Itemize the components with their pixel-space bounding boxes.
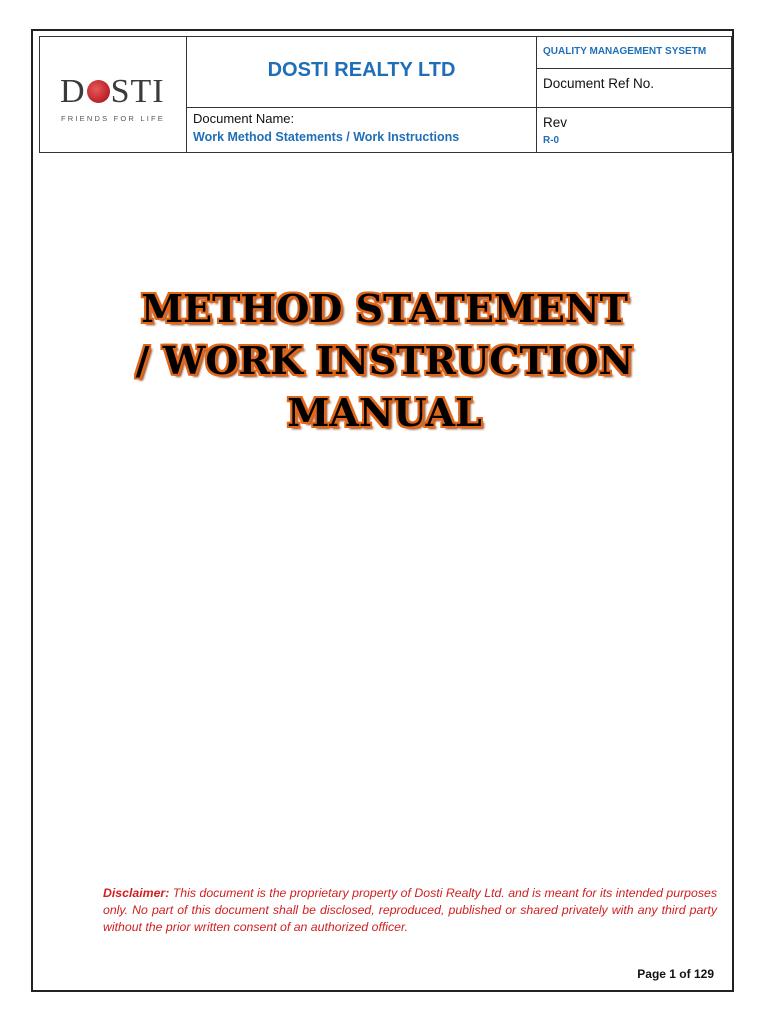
document-name-label: Document Name: <box>193 111 295 126</box>
disclaimer-label: Disclaimer: <box>103 886 170 900</box>
logo-o-mark-icon <box>87 80 110 103</box>
document-name-cell <box>187 108 537 152</box>
logo-letters-sti: STI <box>110 73 165 110</box>
page-number: Page 1 of 129 <box>637 967 714 981</box>
manual-title <box>33 283 736 439</box>
document-header-table <box>39 36 732 153</box>
title-line-2: / WORK INSTRUCTION <box>135 338 634 383</box>
logo-cell <box>40 37 187 152</box>
logo-tagline: FRIENDS FOR LIFE <box>61 114 165 123</box>
company-logo <box>60 75 165 109</box>
revision-label: Rev <box>543 115 568 130</box>
title-line-1: METHOD STATEMENT <box>141 286 628 331</box>
document-page <box>31 29 734 992</box>
document-name-value: Work Method Statements / Work Instructions <box>193 130 460 144</box>
document-ref-cell <box>537 69 731 108</box>
disclaimer-text: This document is the proprietary property of Dosti Realty Ltd. and is meant for its intended purposes only. No part of this document shall be disclosed, reproduced, published or shared privately with any third party without the prior written consent of an authorized officer. <box>103 886 717 934</box>
company-name: DOSTI REALTY LTD <box>267 59 456 81</box>
document-ref-label: Document Ref No. <box>543 76 655 91</box>
logo-letter-d: D <box>60 73 86 110</box>
title-line-3: MANUAL <box>287 390 482 435</box>
revision-cell <box>537 108 731 152</box>
qms-label: QUALITY MANAGEMENT SYSETM <box>543 46 707 57</box>
qms-cell <box>537 37 731 69</box>
revision-value: R-0 <box>543 135 560 146</box>
disclaimer <box>103 885 717 936</box>
company-title-cell <box>187 37 537 108</box>
